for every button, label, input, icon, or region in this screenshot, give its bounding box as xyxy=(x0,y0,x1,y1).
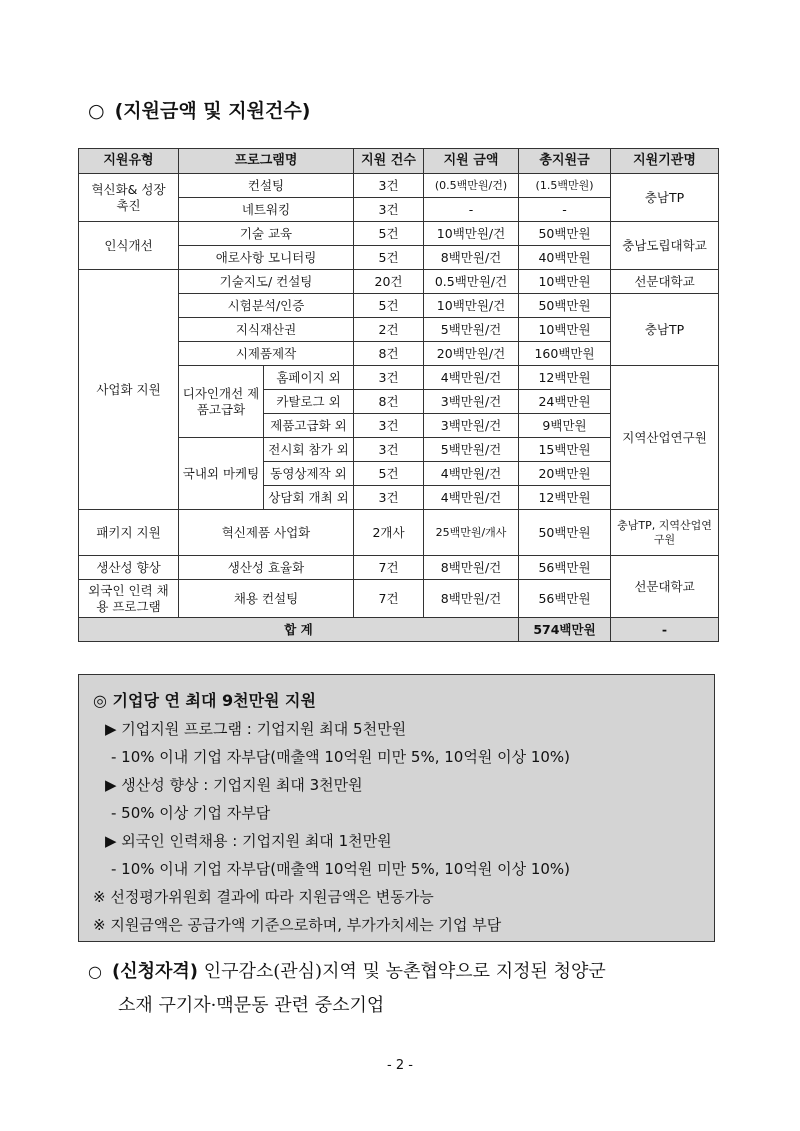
info-subitem: - 50% 이상 기업 자부담 xyxy=(111,804,271,822)
cell-total: 24백만원 xyxy=(519,390,611,414)
cell-program: 상담회 개최 외 xyxy=(264,486,354,510)
cell-total: 40백만원 xyxy=(519,246,611,270)
cell-type: 혁신화& 성장촉진 xyxy=(79,174,179,222)
total-org: - xyxy=(611,618,719,642)
cell-amount: 4백만원/건 xyxy=(424,366,519,390)
header-count: 지원 건수 xyxy=(354,149,424,174)
info-heading: ◎ 기업당 연 최대 9천만원 지원 xyxy=(93,691,316,710)
table-row xyxy=(79,222,719,246)
cell-program: 홈페이지 외 xyxy=(264,366,354,390)
table-row xyxy=(79,174,719,198)
cell-program: 혁신제품 사업화 xyxy=(179,510,354,556)
cell-program: 기술지도/ 컨설팅 xyxy=(179,270,354,294)
cell-program: 동영상제작 외 xyxy=(264,462,354,486)
header-amount: 지원 금액 xyxy=(424,149,519,174)
cell-count: 8건 xyxy=(354,390,424,414)
cell-amount: 5백만원/건 xyxy=(424,318,519,342)
section-bullet: ○ xyxy=(88,100,105,122)
cell-count: 7건 xyxy=(354,580,424,618)
table-total-row xyxy=(79,618,719,642)
cell-amount: 10백만원/건 xyxy=(424,222,519,246)
cell-total: 9백만원 xyxy=(519,414,611,438)
cell-org: 지역산업연구원 xyxy=(611,366,719,510)
support-table xyxy=(78,148,719,642)
cell-total: - xyxy=(519,198,611,222)
header-total: 총지원금 xyxy=(519,149,611,174)
info-item: ▶ 기업지원 프로그램 : 기업지원 최대 5천만원 xyxy=(105,720,407,738)
cell-amount: (0.5백만원/건) xyxy=(424,174,519,198)
info-item: ▶ 생산성 향상 : 기업지원 최대 3천만원 xyxy=(105,776,363,794)
cell-program: 시제품제작 xyxy=(179,342,354,366)
table-row xyxy=(79,270,719,294)
cell-count: 3건 xyxy=(354,174,424,198)
section-title-text: (지원금액 및 지원건수) xyxy=(114,100,311,122)
cell-org: 충남TP, 지역산업연구원 xyxy=(611,510,719,556)
cell-program: 채용 컨설팅 xyxy=(179,580,354,618)
cell-count: 7건 xyxy=(354,556,424,580)
cell-group: 국내외 마케팅 xyxy=(179,438,264,510)
cell-count: 3건 xyxy=(354,438,424,462)
cell-program: 카탈로그 외 xyxy=(264,390,354,414)
cell-amount: 4백만원/건 xyxy=(424,462,519,486)
cell-amount: - xyxy=(424,198,519,222)
cell-group: 디자인개선 제품고급화 xyxy=(179,366,264,438)
info-note: ※ 선정평가위원회 결과에 따라 지원금액은 변동가능 xyxy=(93,888,434,906)
header-type: 지원유형 xyxy=(79,149,179,174)
qualification-paragraph xyxy=(88,955,738,1023)
cell-org: 선문대학교 xyxy=(611,270,719,294)
cell-total: 10백만원 xyxy=(519,270,611,294)
cell-total: 15백만원 xyxy=(519,438,611,462)
qualification-bullet: ○ xyxy=(88,962,102,981)
cell-amount: 25백만원/개사 xyxy=(424,510,519,556)
cell-total: 160백만원 xyxy=(519,342,611,366)
cell-type: 인식개선 xyxy=(79,222,179,270)
cell-count: 2개사 xyxy=(354,510,424,556)
cell-total: 20백만원 xyxy=(519,462,611,486)
cell-amount: 4백만원/건 xyxy=(424,486,519,510)
cell-program: 생산성 효율화 xyxy=(179,556,354,580)
cell-program: 전시회 참가 외 xyxy=(264,438,354,462)
page-number: - 2 - xyxy=(387,1058,413,1073)
cell-count: 5건 xyxy=(354,462,424,486)
header-program: 프로그램명 xyxy=(179,149,354,174)
cell-total: 12백만원 xyxy=(519,366,611,390)
cell-count: 5건 xyxy=(354,246,424,270)
table-header-row xyxy=(79,149,719,174)
cell-amount: 20백만원/건 xyxy=(424,342,519,366)
cell-count: 5건 xyxy=(354,294,424,318)
info-subitem: - 10% 이내 기업 자부담(매출액 10억원 미만 5%, 10억원 이상 10%) xyxy=(111,860,571,878)
cell-total: 56백만원 xyxy=(519,556,611,580)
section-title xyxy=(88,96,310,123)
qualification-text-line1: 인구감소(관심)지역 및 농촌협약으로 지정된 청양군 xyxy=(197,961,606,982)
cell-amount: 3백만원/건 xyxy=(424,390,519,414)
cell-program: 지식재산권 xyxy=(179,318,354,342)
total-label: 합 계 xyxy=(79,618,519,642)
cell-type: 생산성 향상 xyxy=(79,556,179,580)
cell-count: 3건 xyxy=(354,198,424,222)
cell-total: 50백만원 xyxy=(519,510,611,556)
cell-count: 3건 xyxy=(354,414,424,438)
cell-org: 충남TP xyxy=(611,294,719,366)
cell-type: 외국인 인력 채용 프로그램 xyxy=(79,580,179,618)
cell-program: 기술 교육 xyxy=(179,222,354,246)
cell-count: 3건 xyxy=(354,366,424,390)
cell-amount: 5백만원/건 xyxy=(424,438,519,462)
cell-program: 제품고급화 외 xyxy=(264,414,354,438)
cell-total: 10백만원 xyxy=(519,318,611,342)
cell-program: 시험분석/인증 xyxy=(179,294,354,318)
cell-amount: 3백만원/건 xyxy=(424,414,519,438)
support-info-box xyxy=(78,674,715,942)
cell-type: 사업화 지원 xyxy=(79,270,179,510)
table-row xyxy=(79,510,719,556)
cell-org: 충남도립대학교 xyxy=(611,222,719,270)
cell-org: 선문대학교 xyxy=(611,556,719,618)
total-amount: 574백만원 xyxy=(519,618,611,642)
cell-count: 3건 xyxy=(354,486,424,510)
header-org: 지원기관명 xyxy=(611,149,719,174)
cell-amount: 8백만원/건 xyxy=(424,246,519,270)
cell-program: 애로사항 모니터링 xyxy=(179,246,354,270)
table-row xyxy=(79,556,719,580)
cell-total: 12백만원 xyxy=(519,486,611,510)
cell-total: 50백만원 xyxy=(519,222,611,246)
cell-type: 패키지 지원 xyxy=(79,510,179,556)
cell-total: (1.5백만원) xyxy=(519,174,611,198)
cell-program: 네트워킹 xyxy=(179,198,354,222)
cell-count: 8건 xyxy=(354,342,424,366)
cell-amount: 10백만원/건 xyxy=(424,294,519,318)
cell-org: 충남TP xyxy=(611,174,719,222)
cell-amount: 0.5백만원/건 xyxy=(424,270,519,294)
cell-amount: 8백만원/건 xyxy=(424,580,519,618)
cell-count: 20건 xyxy=(354,270,424,294)
cell-count: 5건 xyxy=(354,222,424,246)
qualification-text-line2: 소재 구기자·맥문동 관련 중소기업 xyxy=(118,995,385,1016)
cell-total: 56백만원 xyxy=(519,580,611,618)
info-item: ▶ 외국인 인력채용 : 기업지원 최대 1천만원 xyxy=(105,832,392,850)
qualification-label: (신청자격) xyxy=(111,961,198,982)
info-subitem: - 10% 이내 기업 자부담(매출액 10억원 미만 5%, 10억원 이상 10%) xyxy=(111,748,571,766)
cell-total: 50백만원 xyxy=(519,294,611,318)
cell-program: 컨설팅 xyxy=(179,174,354,198)
cell-amount: 8백만원/건 xyxy=(424,556,519,580)
info-note: ※ 지원금액은 공급가액 기준으로하며, 부가가치세는 기업 부담 xyxy=(93,916,502,934)
cell-count: 2건 xyxy=(354,318,424,342)
